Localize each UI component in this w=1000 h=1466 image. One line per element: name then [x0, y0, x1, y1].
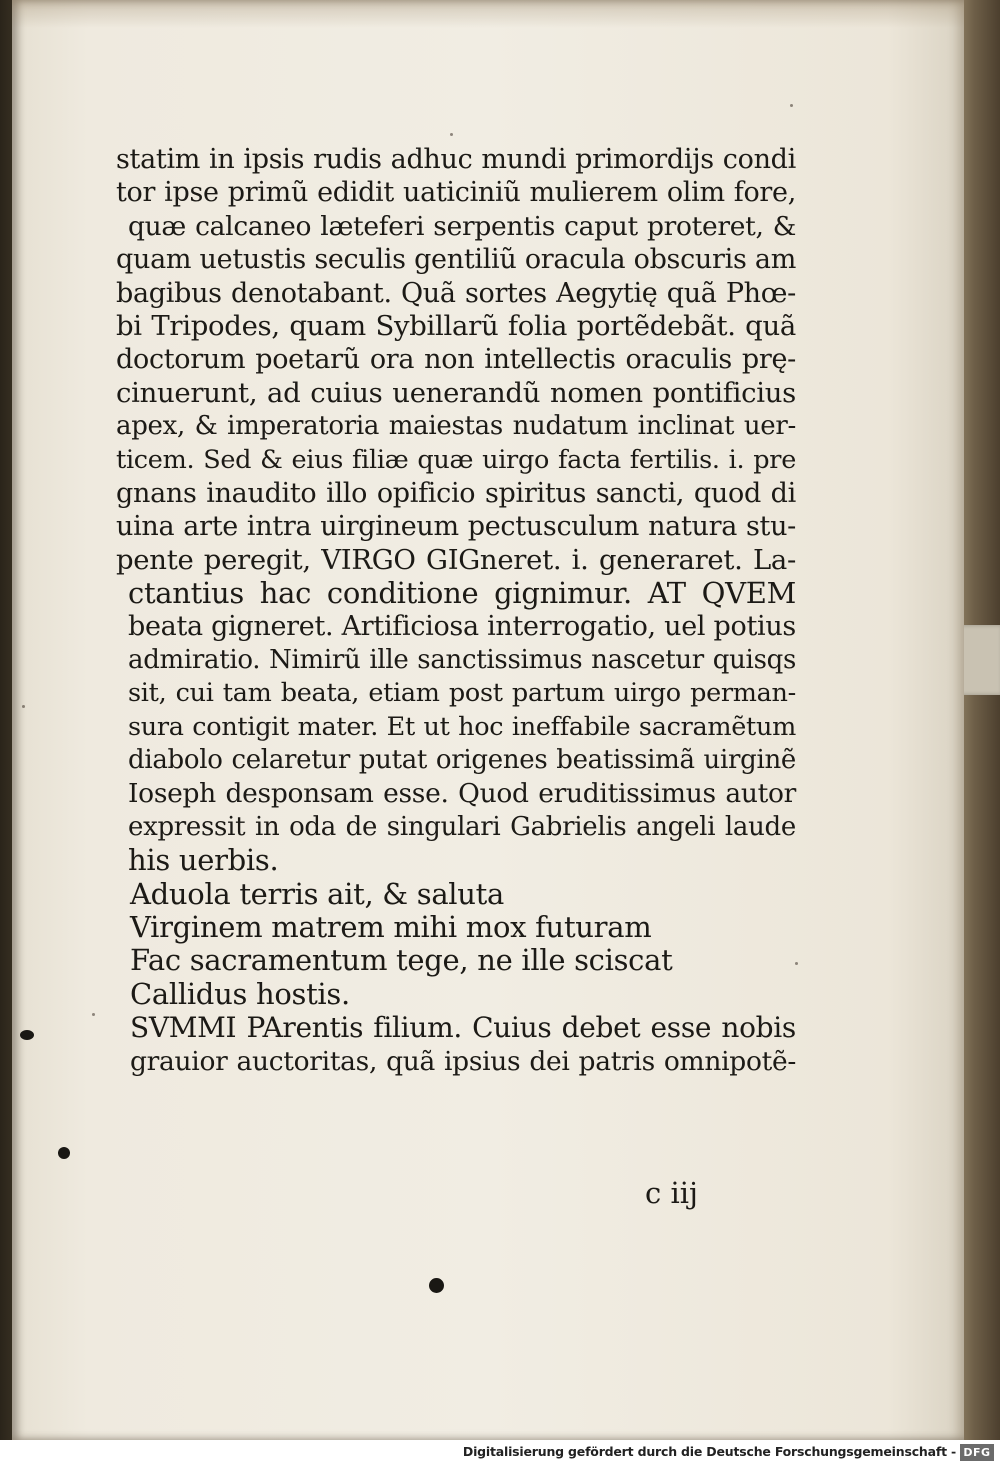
text-line: his uerbis. — [128, 843, 279, 878]
paper-speck — [92, 1013, 95, 1016]
signature-mark: c iij — [645, 1176, 699, 1210]
ink-dot-left-lower — [58, 1147, 70, 1159]
body-paragraph — [116, 143, 796, 878]
text-line: ctantius hac conditione gignimur. AT QVEM — [128, 576, 796, 611]
text-line: diabolo celaretur putat origenes beatissimã uirginẽ — [128, 745, 796, 776]
funding-note: Digitalisierung gefördert durch die Deutsche Forschungsgemeinschaft - — [462, 1444, 956, 1459]
text-line: sit, cui tam beata, etiam post partum uirgo perman- — [128, 678, 796, 709]
text-line: bagibus denotabant. Quã sortes Aegytię quã Phœ- — [116, 277, 796, 309]
text-line: apex, & imperatoria maiestas nudatum inclinat uer- — [116, 411, 796, 442]
text-line: sura contigit mater. Et ut hoc ineffabile sacramẽtum — [128, 711, 796, 742]
text-line: Ioseph desponsam esse. Quod eruditissimus autor — [128, 778, 796, 810]
text-line: doctorum poetarũ ora non intellectis oraculis prę- — [116, 344, 796, 376]
text-line: quæ calcaneo læteferi serpentis caput proteret, & — [128, 210, 796, 242]
ink-dot-left-upper — [20, 1030, 34, 1040]
verse-line: Fac sacramentum tege, ne ille sciscat — [130, 943, 673, 978]
closing-paragraph — [116, 1011, 796, 1078]
text-line: quam uetustis seculis gentiliũ oracula obscuris am — [116, 244, 796, 276]
book-board-edge — [960, 0, 1000, 1440]
text-line: tor ipse primũ edidit uaticiniũ mulierem olim fore, — [116, 177, 796, 209]
text-line: uina arte intra uirgineum pectusculum natura stu- — [116, 511, 796, 543]
verse-line: Aduola terris ait, & saluta — [130, 876, 504, 911]
text-line: beata gigneret. Artificiosa interrogatio, uel potius — [128, 611, 796, 643]
text-line: gnans inaudito illo opificio spiritus sancti, quod di — [116, 477, 796, 509]
text-line: admiratio. Nimirũ ille sanctissimus nascetur quisqs — [128, 644, 796, 675]
text-line: grauior auctoritas, quã ipsius dei patris omnipotẽ- — [130, 1045, 796, 1077]
text-line: SVMMI PArentis filium. Cuius debet esse nobis — [130, 1011, 796, 1045]
footer-bar — [0, 1440, 1000, 1466]
text-line: ticem. Sed & eius filiæ quæ uirgo facta fertilis. i. pre — [116, 444, 796, 475]
verse-line: Virginem matrem mihi mox futuram — [130, 909, 652, 944]
paper-speck — [450, 133, 453, 136]
page-text-block — [116, 143, 796, 1078]
verse-stanza — [116, 878, 796, 1012]
verse-line: Callidus hostis. — [130, 976, 350, 1011]
ink-dot-bottom — [429, 1278, 444, 1293]
paper-speck — [790, 104, 793, 107]
text-line: expressit in oda de singulari Gabrielis angeli laude — [128, 811, 796, 842]
text-line: cinuerunt, ad cuius uenerandũ nomen pontificius — [116, 376, 796, 409]
paper-speck — [795, 962, 798, 965]
dfg-logo: DFG — [960, 1444, 994, 1461]
text-line: pente peregit, VIRGO GIGneret. i. generaret. La- — [116, 543, 796, 576]
text-line: statim in ipsis rudis adhuc mundi primordijs condi — [116, 144, 796, 175]
text-line: bi Tripodes, quam Sybillarũ folia portẽdebãt. quã — [116, 309, 796, 342]
paper-speck — [22, 705, 25, 708]
